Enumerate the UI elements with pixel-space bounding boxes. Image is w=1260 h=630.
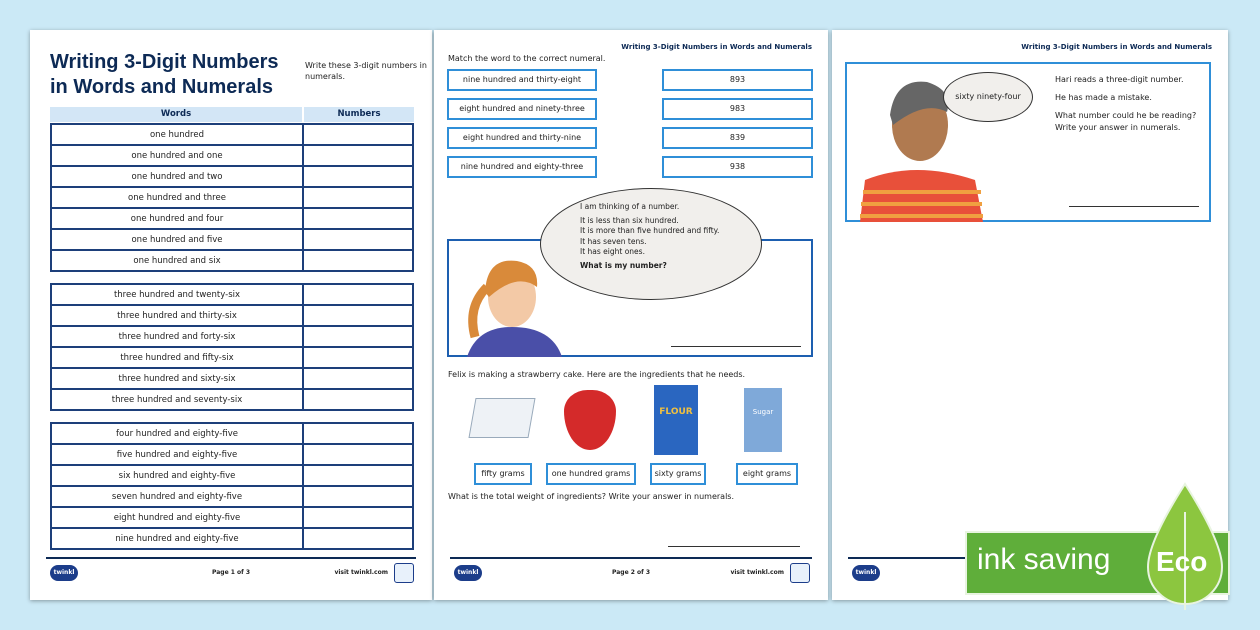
word-cell: six hundred and eighty-five [51, 465, 303, 486]
bubble-line: I am thinking of a number. [580, 202, 680, 211]
table-row [51, 444, 413, 465]
number-answer-cell[interactable] [303, 250, 413, 271]
ink-saving-label: ink saving [977, 543, 1111, 576]
match-numeral[interactable]: 839 [662, 127, 813, 149]
match-numeral[interactable]: 983 [662, 98, 813, 120]
bubble-line: It has eight ones. [580, 247, 645, 256]
number-answer-cell[interactable] [303, 284, 413, 305]
col-numbers: Numbers [304, 107, 414, 122]
word-cell: one hundred and three [51, 187, 303, 208]
table-row [51, 229, 413, 250]
flour-icon: FLOUR [654, 385, 698, 455]
visit-link[interactable]: visit twinkl.com [730, 569, 784, 576]
bubble-text [580, 202, 719, 271]
butter-icon [468, 398, 535, 438]
table-row [51, 368, 413, 389]
quality-badge-icon [790, 563, 810, 583]
page-header: Writing 3-Digit Numbers in Words and Numerals [621, 43, 812, 51]
table-row [51, 124, 413, 145]
intro-text: Write these 3-digit numbers in numerals. [305, 61, 427, 81]
quality-badge-icon [394, 563, 414, 583]
word-cell: three hundred and twenty-six [51, 284, 303, 305]
number-answer-cell[interactable] [303, 507, 413, 528]
ingredient-label: eight grams [736, 463, 798, 485]
visit-link[interactable]: visit twinkl.com [334, 569, 388, 576]
word-cell: three hundred and forty-six [51, 326, 303, 347]
match-word[interactable]: eight hundred and ninety-three [447, 98, 597, 120]
eco-label: Eco [1156, 546, 1208, 577]
number-answer-cell[interactable] [303, 124, 413, 145]
page-number: Page 1 of 3 [212, 569, 250, 576]
speech-bubble: sixty ninety-four [943, 72, 1033, 122]
table-row [51, 389, 413, 410]
table-row [51, 284, 413, 305]
text-line: Hari reads a three-digit number. [1055, 75, 1184, 84]
match-word[interactable]: nine hundred and thirty-eight [447, 69, 597, 91]
table-row [51, 305, 413, 326]
bubble-line: It is more than five hundred and fifty. [580, 226, 720, 235]
strawberry-icon [564, 390, 616, 450]
twinkl-logo: twinkl [50, 565, 78, 581]
word-cell: one hundred and six [51, 250, 303, 271]
word-cell: three hundred and fifty-six [51, 347, 303, 368]
number-answer-cell[interactable] [303, 423, 413, 444]
number-answer-cell[interactable] [303, 465, 413, 486]
match-word[interactable]: eight hundred and thirty-nine [447, 127, 597, 149]
table-row [51, 250, 413, 271]
hari-panel [845, 62, 1211, 222]
number-answer-cell[interactable] [303, 486, 413, 507]
number-answer-cell[interactable] [303, 229, 413, 250]
hari-text [1055, 74, 1196, 134]
number-answer-cell[interactable] [303, 166, 413, 187]
ingredient-label: fifty grams [474, 463, 532, 485]
felix-text: Felix is making a strawberry cake. Here are the ingredients that he needs. [448, 370, 746, 379]
table-row [51, 423, 413, 444]
match-numeral[interactable]: 893 [662, 69, 813, 91]
table-header [50, 107, 414, 122]
sugar-icon: Sugar [744, 388, 782, 452]
table-row [51, 528, 413, 549]
text-line: What number could he be reading? [1055, 111, 1197, 120]
table-group-1 [50, 123, 414, 272]
number-answer-cell[interactable] [303, 187, 413, 208]
word-cell: three hundred and seventy-six [51, 389, 303, 410]
col-words: Words [50, 107, 302, 122]
text-line: He has made a mistake. [1055, 93, 1152, 102]
match-word[interactable]: nine hundred and eighty-three [447, 156, 597, 178]
bubble-line: It is less than six hundred. [580, 215, 679, 225]
number-answer-cell[interactable] [303, 208, 413, 229]
worksheet-title [50, 50, 279, 100]
word-cell: three hundred and thirty-six [51, 305, 303, 326]
word-cell: five hundred and eighty-five [51, 444, 303, 465]
table-group-3 [50, 422, 414, 550]
word-cell: four hundred and eighty-five [51, 423, 303, 444]
total-question: What is the total weight of ingredients? Write your answer in numerals. [448, 492, 735, 501]
match-instruction: Match the word to the correct numeral. [448, 54, 606, 63]
word-cell: one hundred and two [51, 166, 303, 187]
word-cell: eight hundred and eighty-five [51, 507, 303, 528]
word-cell: one hundred and four [51, 208, 303, 229]
number-answer-cell[interactable] [303, 305, 413, 326]
ingredient-label: sixty grams [650, 463, 706, 485]
ingredient-label: one hundred grams [546, 463, 636, 485]
page-number: Page 2 of 3 [612, 569, 650, 576]
text-line: Write your answer in numerals. [1055, 123, 1181, 132]
number-answer-cell[interactable] [303, 444, 413, 465]
word-cell: one hundred and five [51, 229, 303, 250]
table-row [51, 486, 413, 507]
worksheet-page-2 [434, 30, 828, 600]
number-answer-cell[interactable] [303, 347, 413, 368]
word-cell: one hundred [51, 124, 303, 145]
number-answer-cell[interactable] [303, 145, 413, 166]
bubble-line: It has seven tens. [580, 236, 647, 246]
answer-line [671, 346, 801, 347]
table-row [51, 507, 413, 528]
table-row [51, 145, 413, 166]
number-answer-cell[interactable] [303, 389, 413, 410]
table-row [51, 347, 413, 368]
hidden [509, 309, 517, 315]
answer-line [1069, 206, 1199, 207]
worksheet-page-1 [30, 30, 432, 600]
number-answer-cell[interactable] [303, 326, 413, 347]
word-cell: seven hundred and eighty-five [51, 486, 303, 507]
title-line-2: in Words and Numerals [50, 76, 274, 98]
word-cell: three hundred and sixty-six [51, 368, 303, 389]
footer [450, 557, 812, 587]
table-row [51, 465, 413, 486]
table-row [51, 208, 413, 229]
table-row [51, 166, 413, 187]
twinkl-logo: twinkl [852, 565, 880, 581]
table-group-2 [50, 283, 414, 411]
word-cell: one hundred and one [51, 145, 303, 166]
footer [46, 557, 416, 587]
word-cell: nine hundred and eighty-five [51, 528, 303, 549]
match-numeral[interactable]: 938 [662, 156, 813, 178]
title-line-1: Writing 3-Digit Numbers [50, 51, 279, 73]
bubble-question: What is my number? [580, 260, 667, 270]
twinkl-logo: twinkl [454, 565, 482, 581]
answer-line [668, 546, 800, 547]
table-row [51, 187, 413, 208]
table-row [51, 326, 413, 347]
number-answer-cell[interactable] [303, 368, 413, 389]
number-answer-cell[interactable] [303, 528, 413, 549]
page-header: Writing 3-Digit Numbers in Words and Numerals [1021, 43, 1212, 51]
